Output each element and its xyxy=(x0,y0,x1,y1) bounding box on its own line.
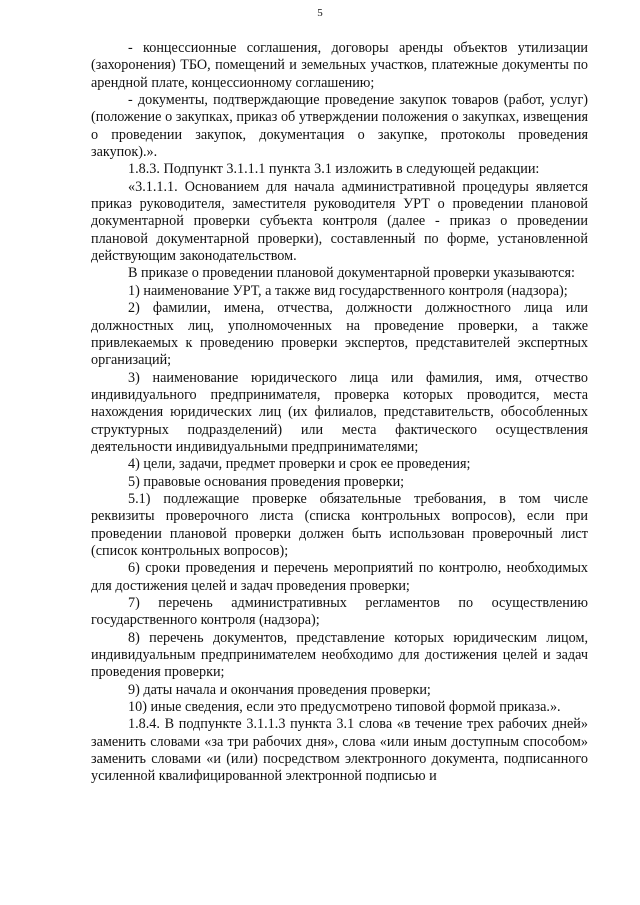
paragraph-1-8-3: 1.8.3. Подпункт 3.1.1.1 пункта 3.1 изложить в следующей редакции: xyxy=(128,161,540,178)
paragraph-concession-documents: - концессионные соглашения, договоры аренды объектов утилизации (захоронения) ТБО, помещений и земельных участков, платежные документы по арендной плате, концессионному соглашению; xyxy=(91,40,588,91)
list-item-10: 10) иные сведения, если это предусмотрено типовой формой приказа.». xyxy=(128,699,561,716)
paragraph-procurement-documents: - документы, подтверждающие проведение закупок товаров (работ, услуг) (положение о закупках, приказ об утверждении положения о закупках, извещения о проведении закупок, документация о закупке, протоколы проведения закупок).». xyxy=(91,92,588,161)
list-item-2: 2) фамилии, имена, отчества, должности должностного лица или должностных лиц, уполномоченных на проведение проверки, а также привлекаемых к проведению проверки экспертов, представителей экспертных организаций; xyxy=(91,300,588,369)
paragraph-order-contents-intro: В приказе о проведении плановой документарной проверки указываются: xyxy=(128,265,575,282)
paragraph-1-8-4: 1.8.4. В подпункте 3.1.1.3 пункта 3.1 слова «в течение трех рабочих дней» заменить словами «за три рабочих дня», слова «или иным доступным способом» заменить словами «и (или) посредством электронного документа, подписанного усиленной квалифицированной электронной подписью и xyxy=(91,716,588,785)
list-item-6: 6) сроки проведения и перечень мероприятий по контролю, необходимых для достижения целей и задач проведения проверки; xyxy=(91,560,588,594)
list-item-8: 8) перечень документов, представление которых юридическим лицом, индивидуальным предпринимателем необходимо для достижения целей и задач проведения проверки; xyxy=(91,629,588,681)
list-item-4: 4) цели, задачи, предмет проверки и срок ее проведения; xyxy=(128,456,471,473)
list-item-5: 5) правовые основания проведения проверки; xyxy=(128,473,405,490)
list-item-1: 1) наименование УРТ, а также вид государственного контроля (надзора); xyxy=(128,282,568,299)
list-item-7: 7) перечень административных регламентов по осуществлению государственного контроля (надзора); xyxy=(91,595,588,629)
page-number: 5 xyxy=(317,7,323,19)
list-item-3: 3) наименование юридического лица или фамилия, имя, отчество индивидуального предпринимателя, проверка которых проводится, места нахождения юридических лиц (их филиалов, представительств, обособленных структурных подразделений) или места фактического осуществления деятельности индивидуальными предпринимателями; xyxy=(91,369,588,455)
list-item-5-1: 5.1) подлежащие проверке обязательные требования, в том числе реквизиты проверочного листа (списка контрольных вопросов), если при проведении плановой проверки должен быть использован проверочный лист (список контрольных вопросов); xyxy=(91,490,588,559)
document-body xyxy=(91,40,588,786)
list-item-9: 9) даты начала и окончания проведения проверки; xyxy=(128,681,431,698)
paragraph-3-1-1-1: «3.1.1.1. Основанием для начала административной процедуры является приказ руководителя, заместителя руководителя УРТ о проведении плановой документарной проверки субъекта контроля (далее - приказ о проведении плановой документарной проверки), составленный по форме, установленной действующим законодательством. xyxy=(91,178,588,265)
